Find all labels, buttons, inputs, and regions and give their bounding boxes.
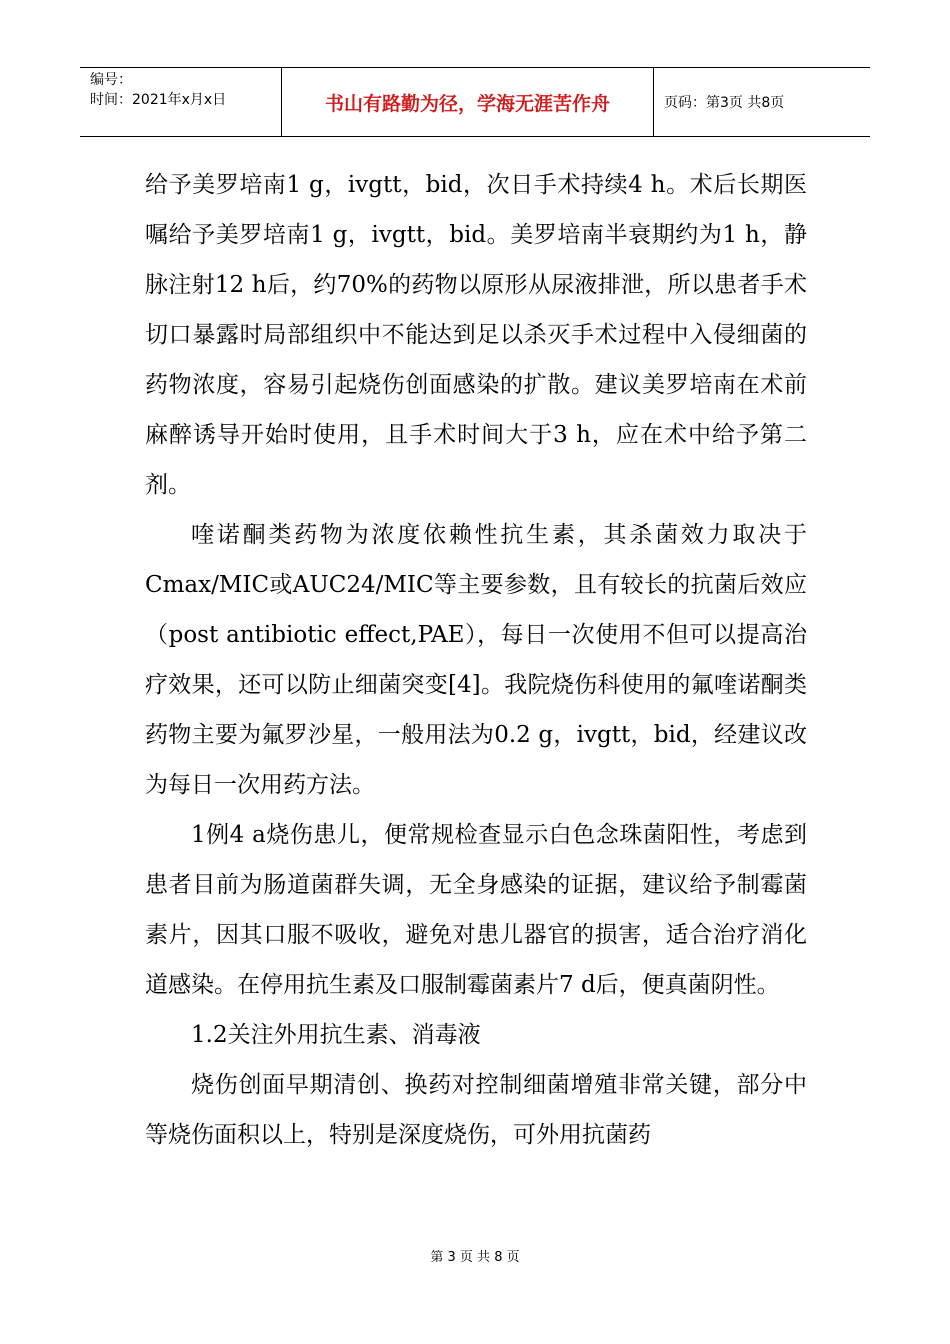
page-header: [80, 67, 870, 137]
section-heading: 1.2关注外用抗生素、消毒液: [191, 1022, 481, 1048]
header-page-info: 页码：第3页 共8页: [664, 95, 785, 111]
page-footer: 第 3 页 共 8 页: [430, 1250, 520, 1265]
header-motto: 书山有路勤为径，学海无涯苦作舟: [282, 68, 654, 136]
paragraph-4: 烧伤创面早期清创、换药对控制细菌增殖非常关键，部分中等烧伤面积以上，特别是深度烧伤，可外用抗菌药: [145, 1072, 807, 1148]
paragraph-3: 1例4 a烧伤患儿，便常规检查显示白色念珠菌阳性，考虑到患者目前为肠道菌群失调，无全身感染的证据，建议给予制霉菌素片，因其口服不吸收，避免对患儿器官的损害，适合治疗消化道感染。在停用抗生素及口服制霉菌素片7 d后，便真菌阴性。: [145, 822, 807, 998]
document-body: [145, 160, 807, 1160]
document-number-label: 编号：: [90, 72, 132, 88]
header-meta: [80, 68, 282, 136]
paragraph-2: 喹诺酮类药物为浓度依赖性抗生素，其杀菌效力取决于Cmax/MIC或AUC24/MIC等主要参数，且有较长的抗菌后效应（post antibiotic effect,PAE），每日一次使用不但可以提高治疗效果，还可以防止细菌突变[4]。我院烧伤科使用的氟喹诺酮类药物主要为氟罗沙星，一般用法为0.2 g，ivgtt，bid，经建议改为每日一次用药方法。: [145, 522, 807, 798]
document-time-label: 时间：2021年x月x日: [90, 92, 227, 108]
paragraph-1: 给予美罗培南1 g，ivgtt，bid，次日手术持续4 h。术后长期医嘱给予美罗培南1 g，ivgtt，bid。美罗培南半衰期约为1 h，静脉注射12 h后，约70%的药物以原形从尿液排泄，所以患者手术切口暴露时局部组织中不能达到足以杀灭手术过程中入侵细菌的药物浓度，容易引起烧伤创面感染的扩散。建议美罗培南在术前麻醉诱导开始时使用，且手术时间大于3 h，应在术中给予第二剂。: [145, 172, 807, 498]
